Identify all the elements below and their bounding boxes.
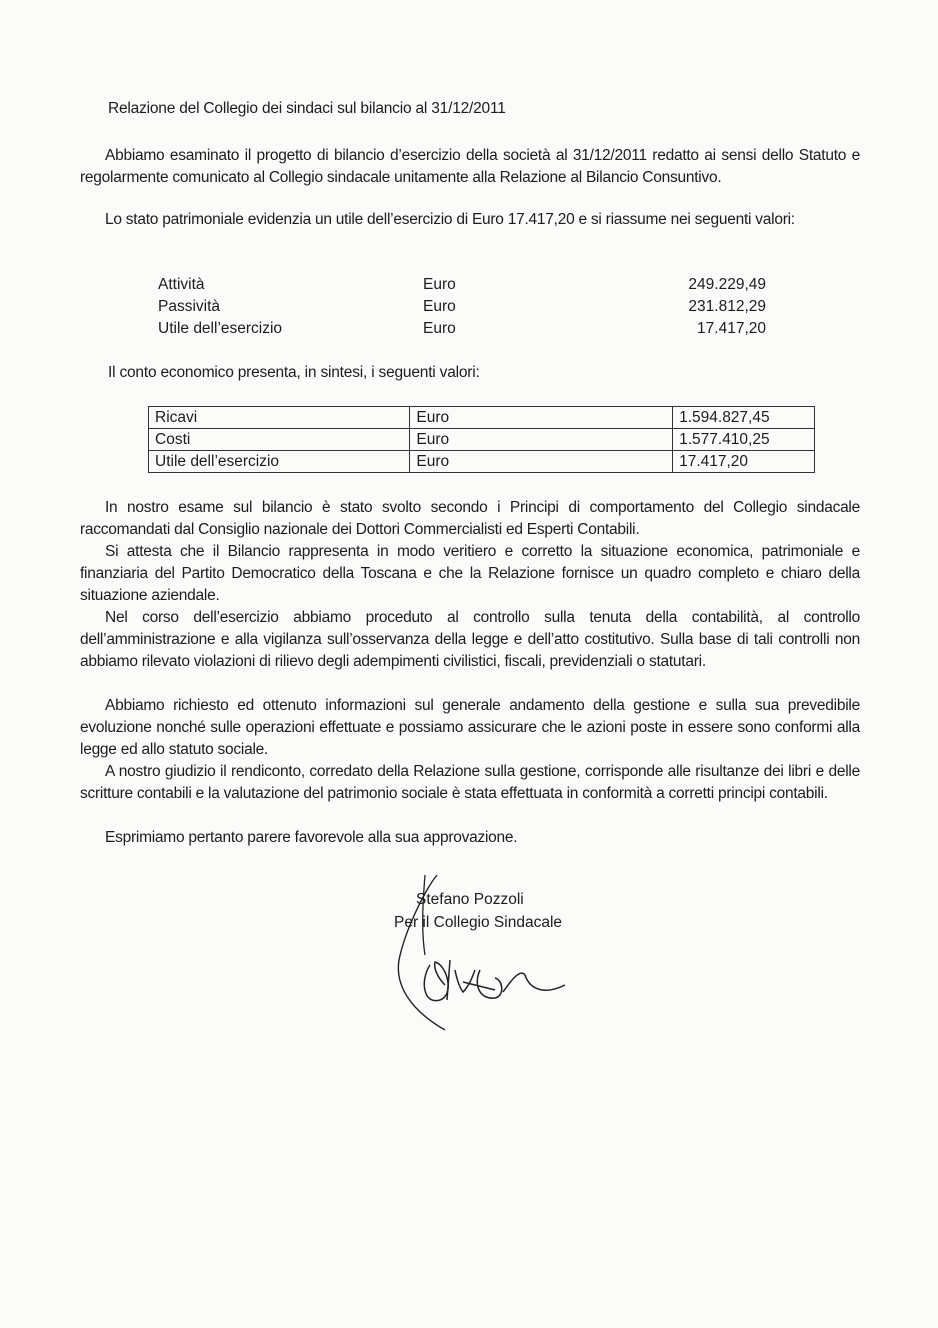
paragraph-stato-text: Lo stato patrimoniale evidenzia un utile dell’esercizio di Euro 17.417,20 e si riassume nei seguenti valori: (105, 211, 795, 228)
paragraph-text: Abbiamo richiesto ed ottenuto informazioni sul generale andamento della gestione e sulla sua prevedibile evoluzione nonché sulle operazioni effettuate e possiamo assicurare che le azioni poste in essere sono conformi alla legge ed allo statuto sociale. (80, 697, 860, 758)
table-cell-label: Ricavi (149, 407, 410, 429)
conto-economico-table (148, 406, 815, 473)
row-value: 249.229,49 (688, 276, 766, 293)
row-currency: Euro (423, 276, 456, 293)
table-row (149, 429, 815, 451)
signatory-name: Stefano Pozzoli (416, 891, 524, 908)
paragraph-informazioni (80, 695, 860, 761)
row-value: 231.812,29 (688, 298, 766, 315)
paragraph-stato (80, 209, 860, 231)
paragraph-text: A nostro giudizio il rendiconto, corredato della Relazione sulla gestione, corrisponde alle risultanze dei libri e delle scritture contabili e la valutazione del patrimonio sociale è stata effettuata in conformità a corretti principi contabili. (80, 763, 860, 802)
signature-block (394, 888, 562, 934)
table-cell-value: 1.577.410,25 (673, 429, 815, 451)
row-label: Passività (158, 298, 221, 315)
table-cell-currency: Euro (410, 451, 673, 473)
table-row (149, 451, 815, 473)
table-cell-label: Utile dell’esercizio (149, 451, 410, 473)
row-currency: Euro (423, 320, 456, 337)
paragraph-text: Nel corso dell’esercizio abbiamo proceduto al controllo sulla tenuta della contabilità, al controllo dell’amministrazione e alla vigilanza sull’osservanza della legge e dell’atto costitutivo. Sulla base di tali controlli non abbiamo rilevato violazioni di rilievo degli adempimenti civilistici, fiscali, previdenziali o statutari. (80, 609, 860, 670)
row-currency: Euro (423, 298, 456, 315)
table-row (149, 407, 815, 429)
table-cell-currency: Euro (410, 429, 673, 451)
signatory-role: Per il Collegio Sindacale (394, 914, 563, 931)
row-label: Utile dell’esercizio (158, 320, 283, 337)
table-cell-label: Costi (149, 429, 410, 451)
paragraph-parere (80, 827, 860, 849)
table-cell-value: 1.594.827,45 (673, 407, 815, 429)
paragraph-intro-text: Abbiamo esaminato il progetto di bilancio d’esercizio della società al 31/12/2011 redatto ai sensi dello Statuto e regolarmente comunicato al Collegio sindacale unitamente alla Relazione al Bilancio Consuntivo. (80, 147, 860, 186)
paragraph-intro (80, 145, 860, 189)
row-value: 17.417,20 (697, 320, 766, 337)
document-title: Relazione del Collegio dei sindaci sul bilancio al 31/12/2011 (108, 100, 506, 117)
stato-patrimoniale-summary (158, 274, 770, 340)
paragraph-conto: Il conto economico presenta, in sintesi, i seguenti valori: (108, 364, 480, 381)
paragraph-text: Si attesta che il Bilancio rappresenta in modo veritiero e corretto la situazione economica, patrimoniale e finanziaria del Partito Democratico della Toscana e che la Relazione fornisce un quadro completo e chiaro della situazione aziendale. (80, 543, 860, 604)
summary-row-utile (158, 318, 770, 340)
paragraph-controllo (80, 607, 860, 673)
summary-row-passivita (158, 296, 770, 318)
table-cell-currency: Euro (410, 407, 673, 429)
table-cell-value: 17.417,20 (673, 451, 815, 473)
paragraph-giudizio (80, 761, 860, 805)
paragraph-text: Esprimiamo pertanto parere favorevole alla sua approvazione. (105, 829, 518, 846)
summary-row-attivita (158, 274, 770, 296)
paragraph-attestazione (80, 541, 860, 607)
paragraph-text: In nostro esame sul bilancio è stato svolto secondo i Principi di comportamento del Collegio sindacale raccomandati dal Consiglio nazionale dei Dottori Commercialisti ed Esperti Contabili. (80, 499, 860, 538)
row-label: Attività (158, 276, 205, 293)
paragraph-principi (80, 497, 860, 541)
